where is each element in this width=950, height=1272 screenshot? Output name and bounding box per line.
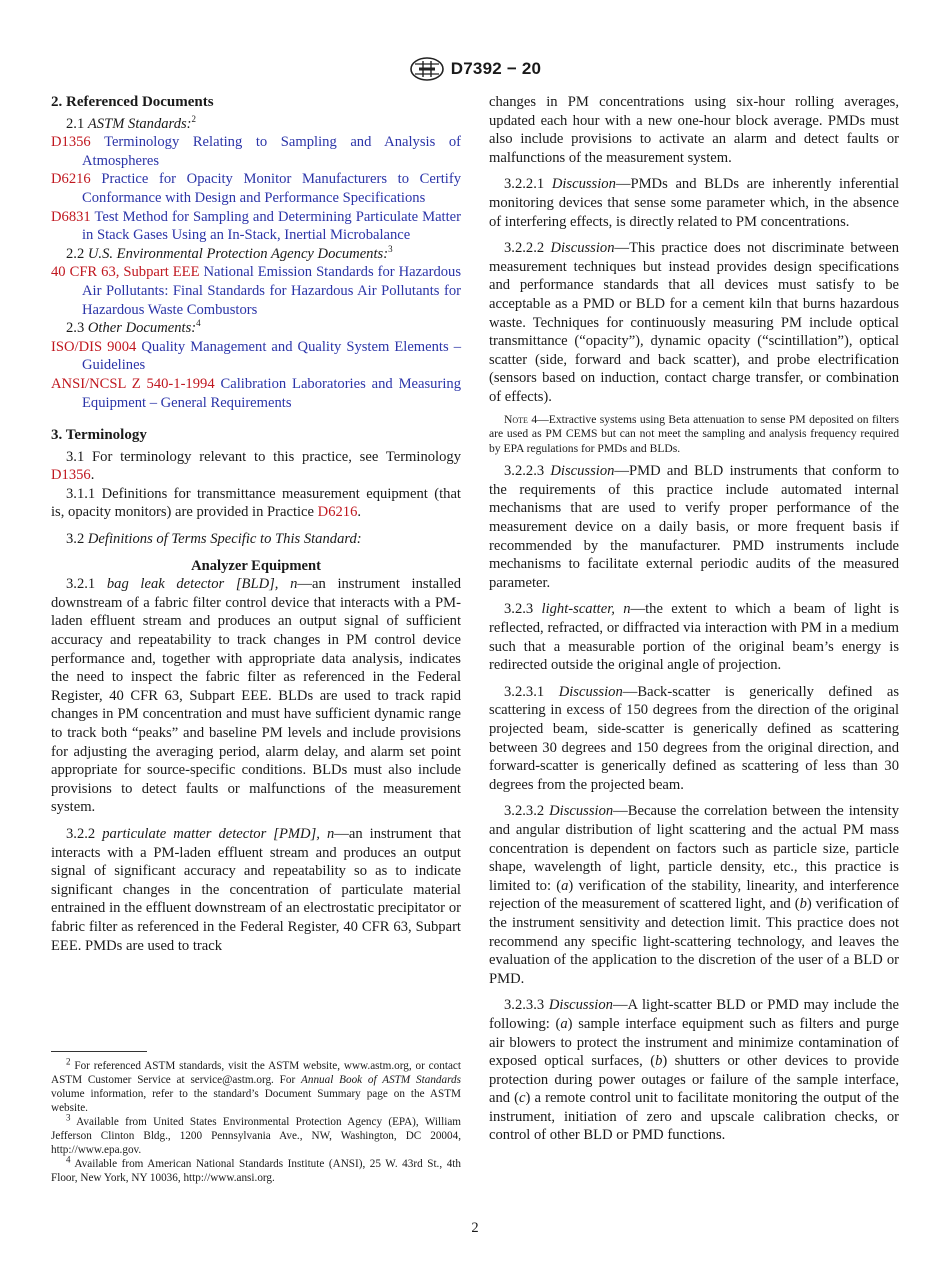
astm-logo-icon: [409, 56, 445, 82]
section-3-2-3-2: 3.2.3.2 Discussion—Because the correlation between the intensity and angular distribution of light scattering and the actual PM mass concentration is dependent on factors such as particle size, particle shape, wavelength of light, particle density, etc., this practice is limited to: (a) verification of the stability, linearity, and interference rejection of the measurement of scattered light, and (b) verification of the instrument sensitivity and detection limit. This practice does not recommend any specific light-scattering technology, and leaves the evaluation of the application to the discretion of the user of a BLD or PMD.: [489, 803, 899, 987]
section-3-2-3-3: 3.2.3.3 Discussion—A light-scatter BLD or PMD may include the following: (a) sample interface equipment such as filters and purge air blowers to protect the instrument and minimize contamination of exposed optical surfaces, (b) shutters or other devices to provide protection during power outages or failure of the sample interface, and (c) a remote control unit to facilitate monitoring the output of the instrument, initiation of zero and upscale calibration checks, or control of other BLD or PMD functions.: [489, 997, 900, 1144]
section-3-heading: 3. Terminology: [51, 427, 147, 444]
footnotes: [51, 1056, 461, 1185]
link-d1356[interactable]: D1356: [51, 467, 91, 484]
reference-40cfr63[interactable]: 40 CFR 63, Subpart EEE National Emission Standards for Hazardous Air Pollutants: Final Standards for Hazardous Air Pollutants for Hazardous Waste Combustors: [51, 264, 462, 318]
page-header: [0, 56, 950, 82]
section-2-2: 2.2 U.S. Environmental Protection Agency Documents:$^3$: [66, 243, 393, 262]
section-3-1-1: 3.1.1 Definitions for transmittance measurement equipment (that is, opacity monitors) are provided in Practice D6216.: [51, 485, 461, 521]
reference-ansi-ncsl[interactable]: ANSI/NCSL Z 540-1-1994 Calibration Laboratories and Measuring Equipment – General Requirements: [51, 375, 461, 411]
section-2-heading: 2. Referenced Documents: [51, 94, 214, 110]
section-2-3: 2.3 Other Documents:$^4$: [66, 318, 201, 337]
reference-d6216[interactable]: D6216 Practice for Opacity Monitor Manufacturers to Certify Conformance with Design and Performance Specifications: [51, 171, 461, 206]
note-4: Note 4—Extractive systems using Beta attenuation to sense PM deposited on filters are used as PM CEMS but can not meet the sampling and analysis frequency required by EPA regulations for PMDs and BLDs.: [489, 412, 899, 455]
reference-d1356[interactable]: D1356 Terminology Relating to Sampling and Analysis of Atmospheres: [51, 134, 461, 169]
section-3-1: 3.1 For terminology relevant to this practice, see Terminology D1356.: [51, 448, 461, 484]
link-d6216[interactable]: D6216: [317, 504, 358, 521]
reference-iso-9004[interactable]: ISO/DIS 9004 Quality Management and Quality System Elements – Guidelines: [51, 338, 462, 374]
left-column: [51, 93, 461, 955]
section-3-2-3-1: 3.2.3.1 Discussion—Back-scatter is generically defined as scattering in excess of 150 degrees from the direction of the original projected beam, side-scatter is generically defined as scattering between 30 degrees and 150 degrees from the original direction, and forward-scatter is generically defined as scattering of less than 30 degrees from the projected beam.: [489, 683, 900, 793]
section-3-2-2-1: 3.2.2.1 Discussion—PMDs and BLDs are inherently inferential monitoring devices that sense some parameter which, in the absence of interfering effects, is directly related to PM concentrations.: [489, 176, 900, 230]
section-3-2-3: 3.2.3 light-scatter, n—the extent to which a beam of light is reflected, refracted, or diffracted via interaction with PM in a medium such that a measurable portion of the original beam’s energy is redirected outside the original angle of projection.: [489, 601, 900, 674]
document-designation: D7392 − 20: [450, 59, 542, 78]
analyzer-equipment-heading: Analyzer Equipment: [191, 557, 321, 574]
reference-d6831[interactable]: D6831 Test Method for Sampling and Determining Particulate Matter in Stack Gases Using an In-Stack, Inertial Microbalance: [51, 208, 461, 244]
footnote-separator: [51, 1051, 147, 1052]
right-column: [489, 93, 899, 1145]
section-3-2: 3.2 Definitions of Terms Specific to This Standard:: [66, 531, 362, 548]
section-3-2-2-2: 3.2.2.2 Discussion—This practice does not discriminate between measurement techniques but instead provides design specifications and performance standards that all devices must satisfy to be acceptable as a PMD or BLD for a cement kiln that burns hazardous waste. Techniques for continuously measuring PM include optical transmittance (“opacity”), dynamic opacity (“scintillation”), optical scatter (side, forward and back scatter), and probe electrification (sensors based on induction, contact charge transfer, or combination of effects).: [489, 240, 899, 405]
section-3-2-2-3: 3.2.2.3 Discussion—PMD and BLD instruments that conform to the requirements of this practice include automated internal mechanisms that are used to verify proper performance of the measurement device on a daily basis, or more frequent basis if recommended by the manufacturer. PMD instruments include mechanisms to facilitate external periodic audits of the measured parameter.: [489, 463, 900, 591]
section-3-2-1: 3.2.1 bag leak detector [BLD], n—an instrument installed downstream of a fabric filter control device that interacts with a PM-laden effluent stream and produces an output signal of sufficient accuracy and repeatability to track changes in PM control device performance and, together with appropriate data analysis, indicates the need to inspect the fabric filter as referenced in the Federal Register, 40 CFR 63, Subpart EEE. BLDs are used to track rapid changes in PM concentration and must have sufficient dynamic range to track both “peaks” and baseline PM levels and include provisions for adjusting the averaging period, alarm delay, and alarm set point appropriate for source-specific conditions. BLDs must also include provisions to detect faults or malfunctions of the measurement system.: [51, 576, 461, 816]
page-number: 2: [471, 1220, 479, 1236]
footnote-2: $^2$ For referenced ASTM standards, visit the ASTM website, www.astm.org, or contact ASTM Customer Service at service@astm.org. For Annual Book of ASTM Standards volume information, refer to the standard’s Document Summary page on the ASTM website.: [51, 1056, 461, 1114]
section-2-1: 2.1 ASTM Standards:$^2$: [66, 113, 197, 132]
section-3-2-2-continued: changes in PM concentrations using six-hour rolling averages, updated each hour with a new one-hour block average. PMDs must also include provisions to activate an alarm and detect faults or malfunctions of the measurement system.: [489, 94, 899, 166]
section-3-2-2: 3.2.2 particulate matter detector [PMD], n—an instrument that interacts with a PM-laden effluent stream and produces an output signal of significant accuracy and repeatability so as to indicate significant changes in the concentration of particulate material entrained in the effluent downstream of an electrostatic precipitator or fabric filter as referenced in the Federal Register, 40 CFR 63, Subpart EEE. PMDs are used to track: [51, 825, 461, 954]
footnote-4: $^4$ Available from American National Standards Institute (ANSI), 25 W. 43rd St., 4th Floor, New York, NY 10036, http://www.ansi.org.: [51, 1154, 461, 1184]
footnote-3: $^3$ Available from United States Environmental Protection Agency (EPA), William Jefferson Clinton Bldg., 1200 Pennsylvania Ave., NW, Washington, DC 20004, http://www.epa.gov.: [51, 1112, 461, 1156]
